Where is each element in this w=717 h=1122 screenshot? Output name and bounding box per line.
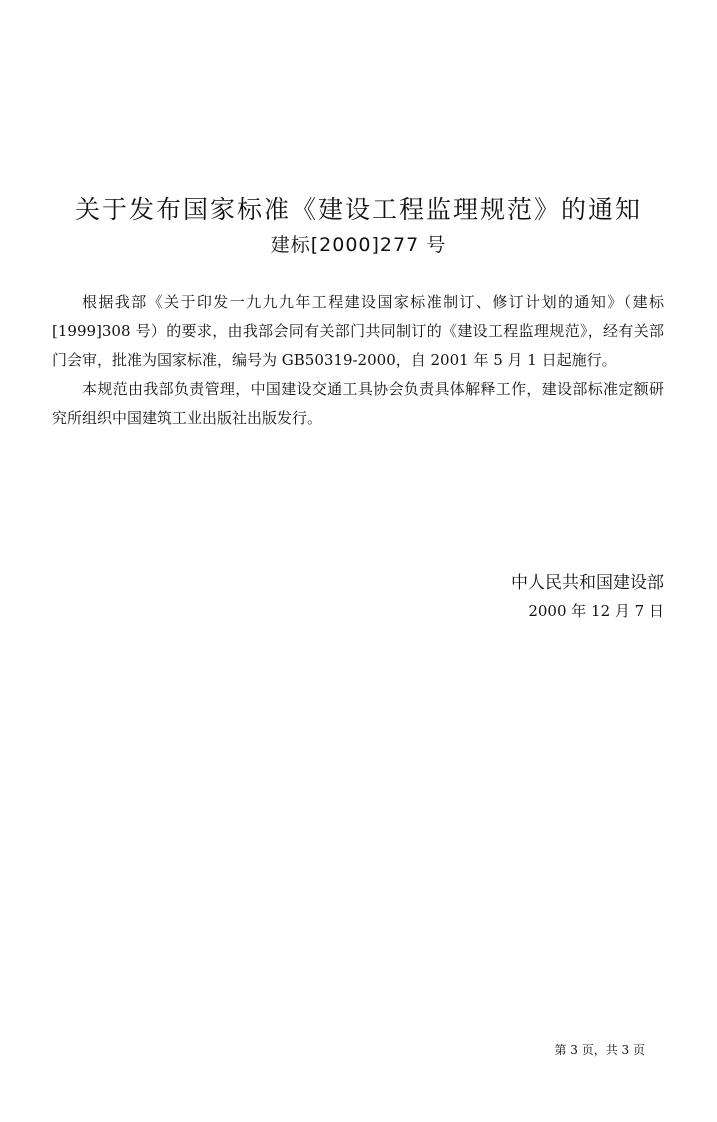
document-body [52, 288, 664, 433]
issue-date: 2000 年 12 月 7 日 [528, 602, 664, 620]
paragraph: 根据我部《关于印发一九九九年工程建设国家标准制订、修订计划的通知》（建标[1999]308 号）的要求，由我部会同有关部门共同制订的《建设工程监理规范》，经有关部门会审，批准为国家标准，编号为 GB50319-2000，自 2001 年 5 月 1 日起施行。 [52, 293, 664, 369]
document-title: 关于发布国家标准《建设工程监理规范》的通知 [74, 195, 642, 224]
issuer-signature: 中人民共和国建设部 [511, 573, 664, 593]
paragraph: 本规范由我部负责管理，中国建设交通工具协会负责具体解释工作，建设部标准定额研究所组织中国建筑工业出版社出版发行。 [52, 380, 664, 427]
document-number: 建标[2000]277 号 [270, 234, 447, 256]
page-footer: 第 3 页，共 3 页 [554, 1043, 645, 1057]
